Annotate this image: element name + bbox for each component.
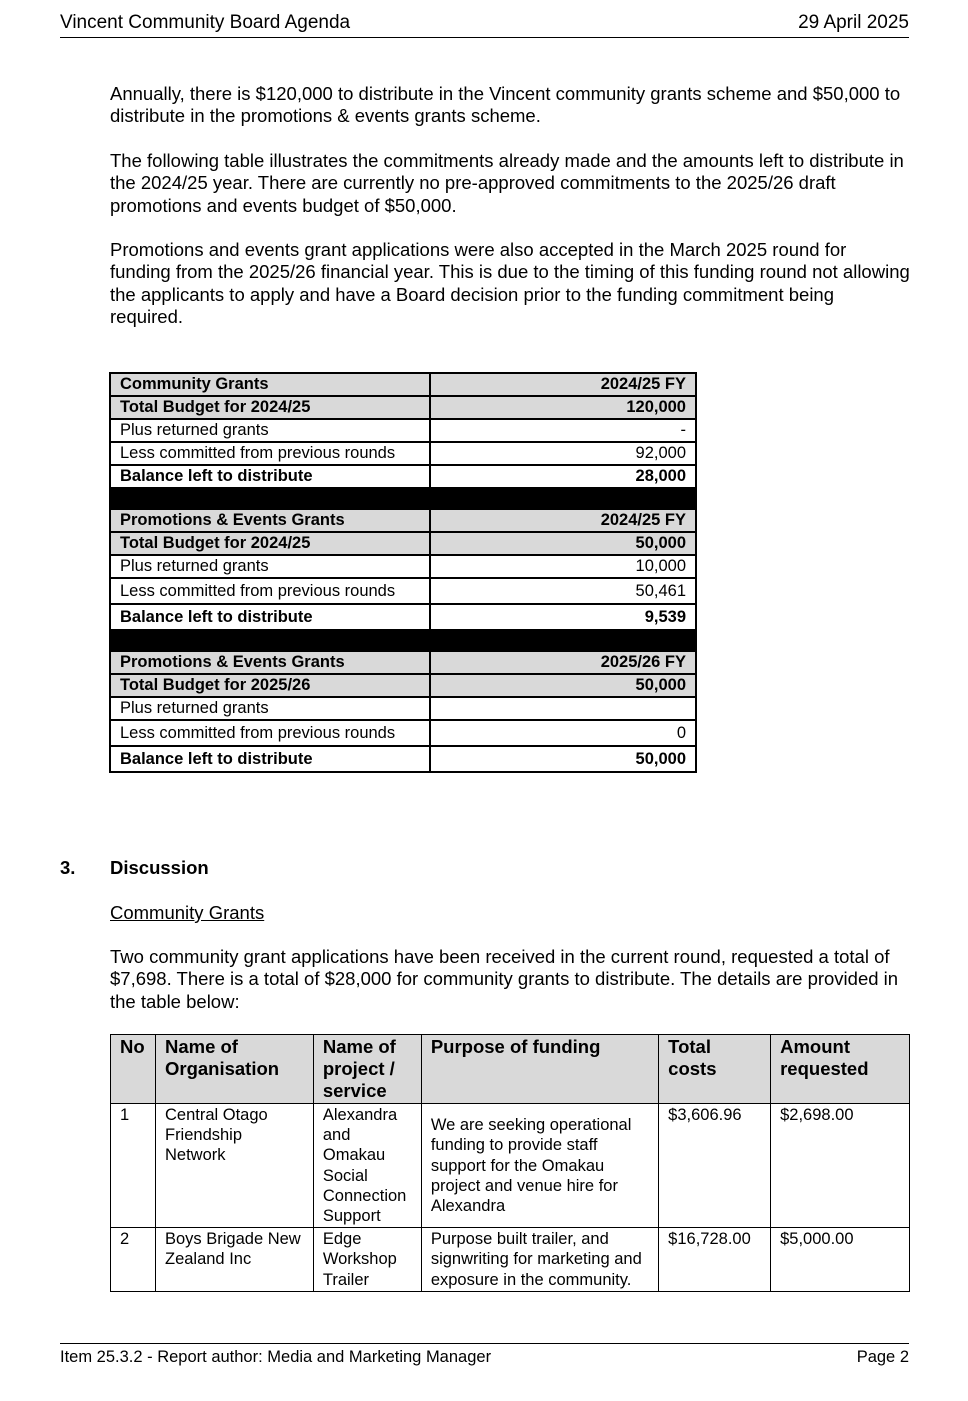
budget-row [110,442,696,465]
row-value: 50,461 [430,578,696,604]
discussion-paragraph [110,946,910,1013]
row-value: 9,539 [430,604,696,630]
row-label: Balance left to distribute [110,604,430,630]
section-year: 2025/26 FY [430,651,696,674]
row-value: 0 [430,720,696,746]
header-title: Vincent Community Board Agenda [60,12,351,33]
intro-paragraph-3 [110,239,910,328]
intro-paragraph-1 [110,83,910,128]
paragraph-text: Promotions and events grant applications were also accepted in the March 2025 round for funding from the 2025/26 financial year. This is due to the timing of this funding round not allowing the applicants to apply and have a Board decision prior to the funding commitment being required. [110,239,910,327]
row-value: 50,000 [430,674,696,697]
cell-organisation: Central Otago Friendship Network [155,1104,313,1228]
cell-purpose: We are seeking operational funding to provide staff support for the Omakau project and venue hire for Alexandra [421,1104,658,1228]
table-row [111,1104,910,1228]
cell-no: 2 [111,1228,156,1292]
header-amount-requested: Amount requested [771,1035,910,1104]
cell-organisation: Boys Brigade New Zealand Inc [155,1228,313,1292]
row-label: Plus returned grants [110,419,430,442]
section-year: 2024/25 FY [430,509,696,532]
section-title: Community Grants [110,373,430,396]
applications-table [110,1034,910,1292]
row-value: 120,000 [430,396,696,419]
budget-section-header [110,651,696,674]
row-label: Plus returned grants [110,697,430,720]
table-header-row [111,1035,910,1104]
budget-row [110,604,696,630]
header-date: 29 April 2025 [798,12,909,33]
header-total-costs: Total costs [659,1035,771,1104]
subheading: Community Grants [110,902,265,923]
row-label: Less committed from previous rounds [110,720,430,746]
row-label: Balance left to distribute [110,465,430,488]
header-organisation: Name of Organisation [155,1035,313,1104]
budget-row [110,465,696,488]
cell-amount-requested: $5,000.00 [771,1228,910,1292]
budget-row [110,746,696,772]
row-label: Total Budget for 2024/25 [110,396,430,419]
cell-amount-requested: $2,698.00 [771,1104,910,1228]
table-row [111,1228,910,1292]
row-value [430,697,696,720]
row-label: Balance left to distribute [110,746,430,772]
separator-bar [110,488,696,509]
section-title: Promotions & Events Grants [110,651,430,674]
budget-section-header [110,373,696,396]
cell-project: Alexandra and Omakau Social Connection Support [313,1104,421,1228]
page-header [60,12,909,38]
section-separator [110,488,696,509]
row-label: Total Budget for 2025/26 [110,674,430,697]
footer-page: Page 2 [856,1348,909,1366]
row-label: Plus returned grants [110,555,430,578]
row-value: 92,000 [430,442,696,465]
header-no: No [111,1035,156,1104]
paragraph-text: Annually, there is $120,000 to distribute in the Vincent community grants scheme and $50,000 to distribute in the promotions & events grants scheme. [110,83,901,127]
cell-total-costs: $3,606.96 [659,1104,771,1228]
section-title: Discussion [110,857,209,878]
row-label: Less committed from previous rounds [110,578,430,604]
budget-table [109,372,697,773]
budget-row [110,578,696,604]
row-value: - [430,419,696,442]
row-value: 50,000 [430,532,696,555]
separator-bar [110,630,696,651]
budget-row [110,419,696,442]
budget-row [110,532,696,555]
intro-paragraph-2 [110,150,910,217]
row-label: Less committed from previous rounds [110,442,430,465]
paragraph-text: The following table illustrates the commitments already made and the amounts left to distribute in the 2024/25 year. There are currently no pre-approved commitments to the 2025/26 draft promotions and events budget of $50,000. [110,150,904,216]
row-value: 28,000 [430,465,696,488]
paragraph-text: Two community grant applications have been received in the current round, requested a total of $7,698. There is a total of $28,000 for community grants to distribute. The details are provided in the table below: [110,946,899,1012]
section-separator [110,630,696,651]
section-title: Promotions & Events Grants [110,509,430,532]
cell-purpose: Purpose built trailer, and signwriting for marketing and exposure in the community. [421,1228,658,1292]
cell-total-costs: $16,728.00 [659,1228,771,1292]
cell-project: Edge Workshop Trailer [313,1228,421,1292]
budget-row [110,720,696,746]
section-number: 3. [60,857,76,878]
budget-row [110,697,696,720]
row-value: 50,000 [430,746,696,772]
page-footer [60,1343,909,1366]
header-project: Name of project / service [313,1035,421,1104]
cell-no: 1 [111,1104,156,1228]
footer-item: Item 25.3.2 - Report author: Media and Marketing Manager [60,1348,492,1366]
row-value: 10,000 [430,555,696,578]
budget-row [110,555,696,578]
budget-section-header [110,509,696,532]
section-year: 2024/25 FY [430,373,696,396]
budget-row [110,396,696,419]
row-label: Total Budget for 2024/25 [110,532,430,555]
header-purpose: Purpose of funding [421,1035,658,1104]
budget-row [110,674,696,697]
